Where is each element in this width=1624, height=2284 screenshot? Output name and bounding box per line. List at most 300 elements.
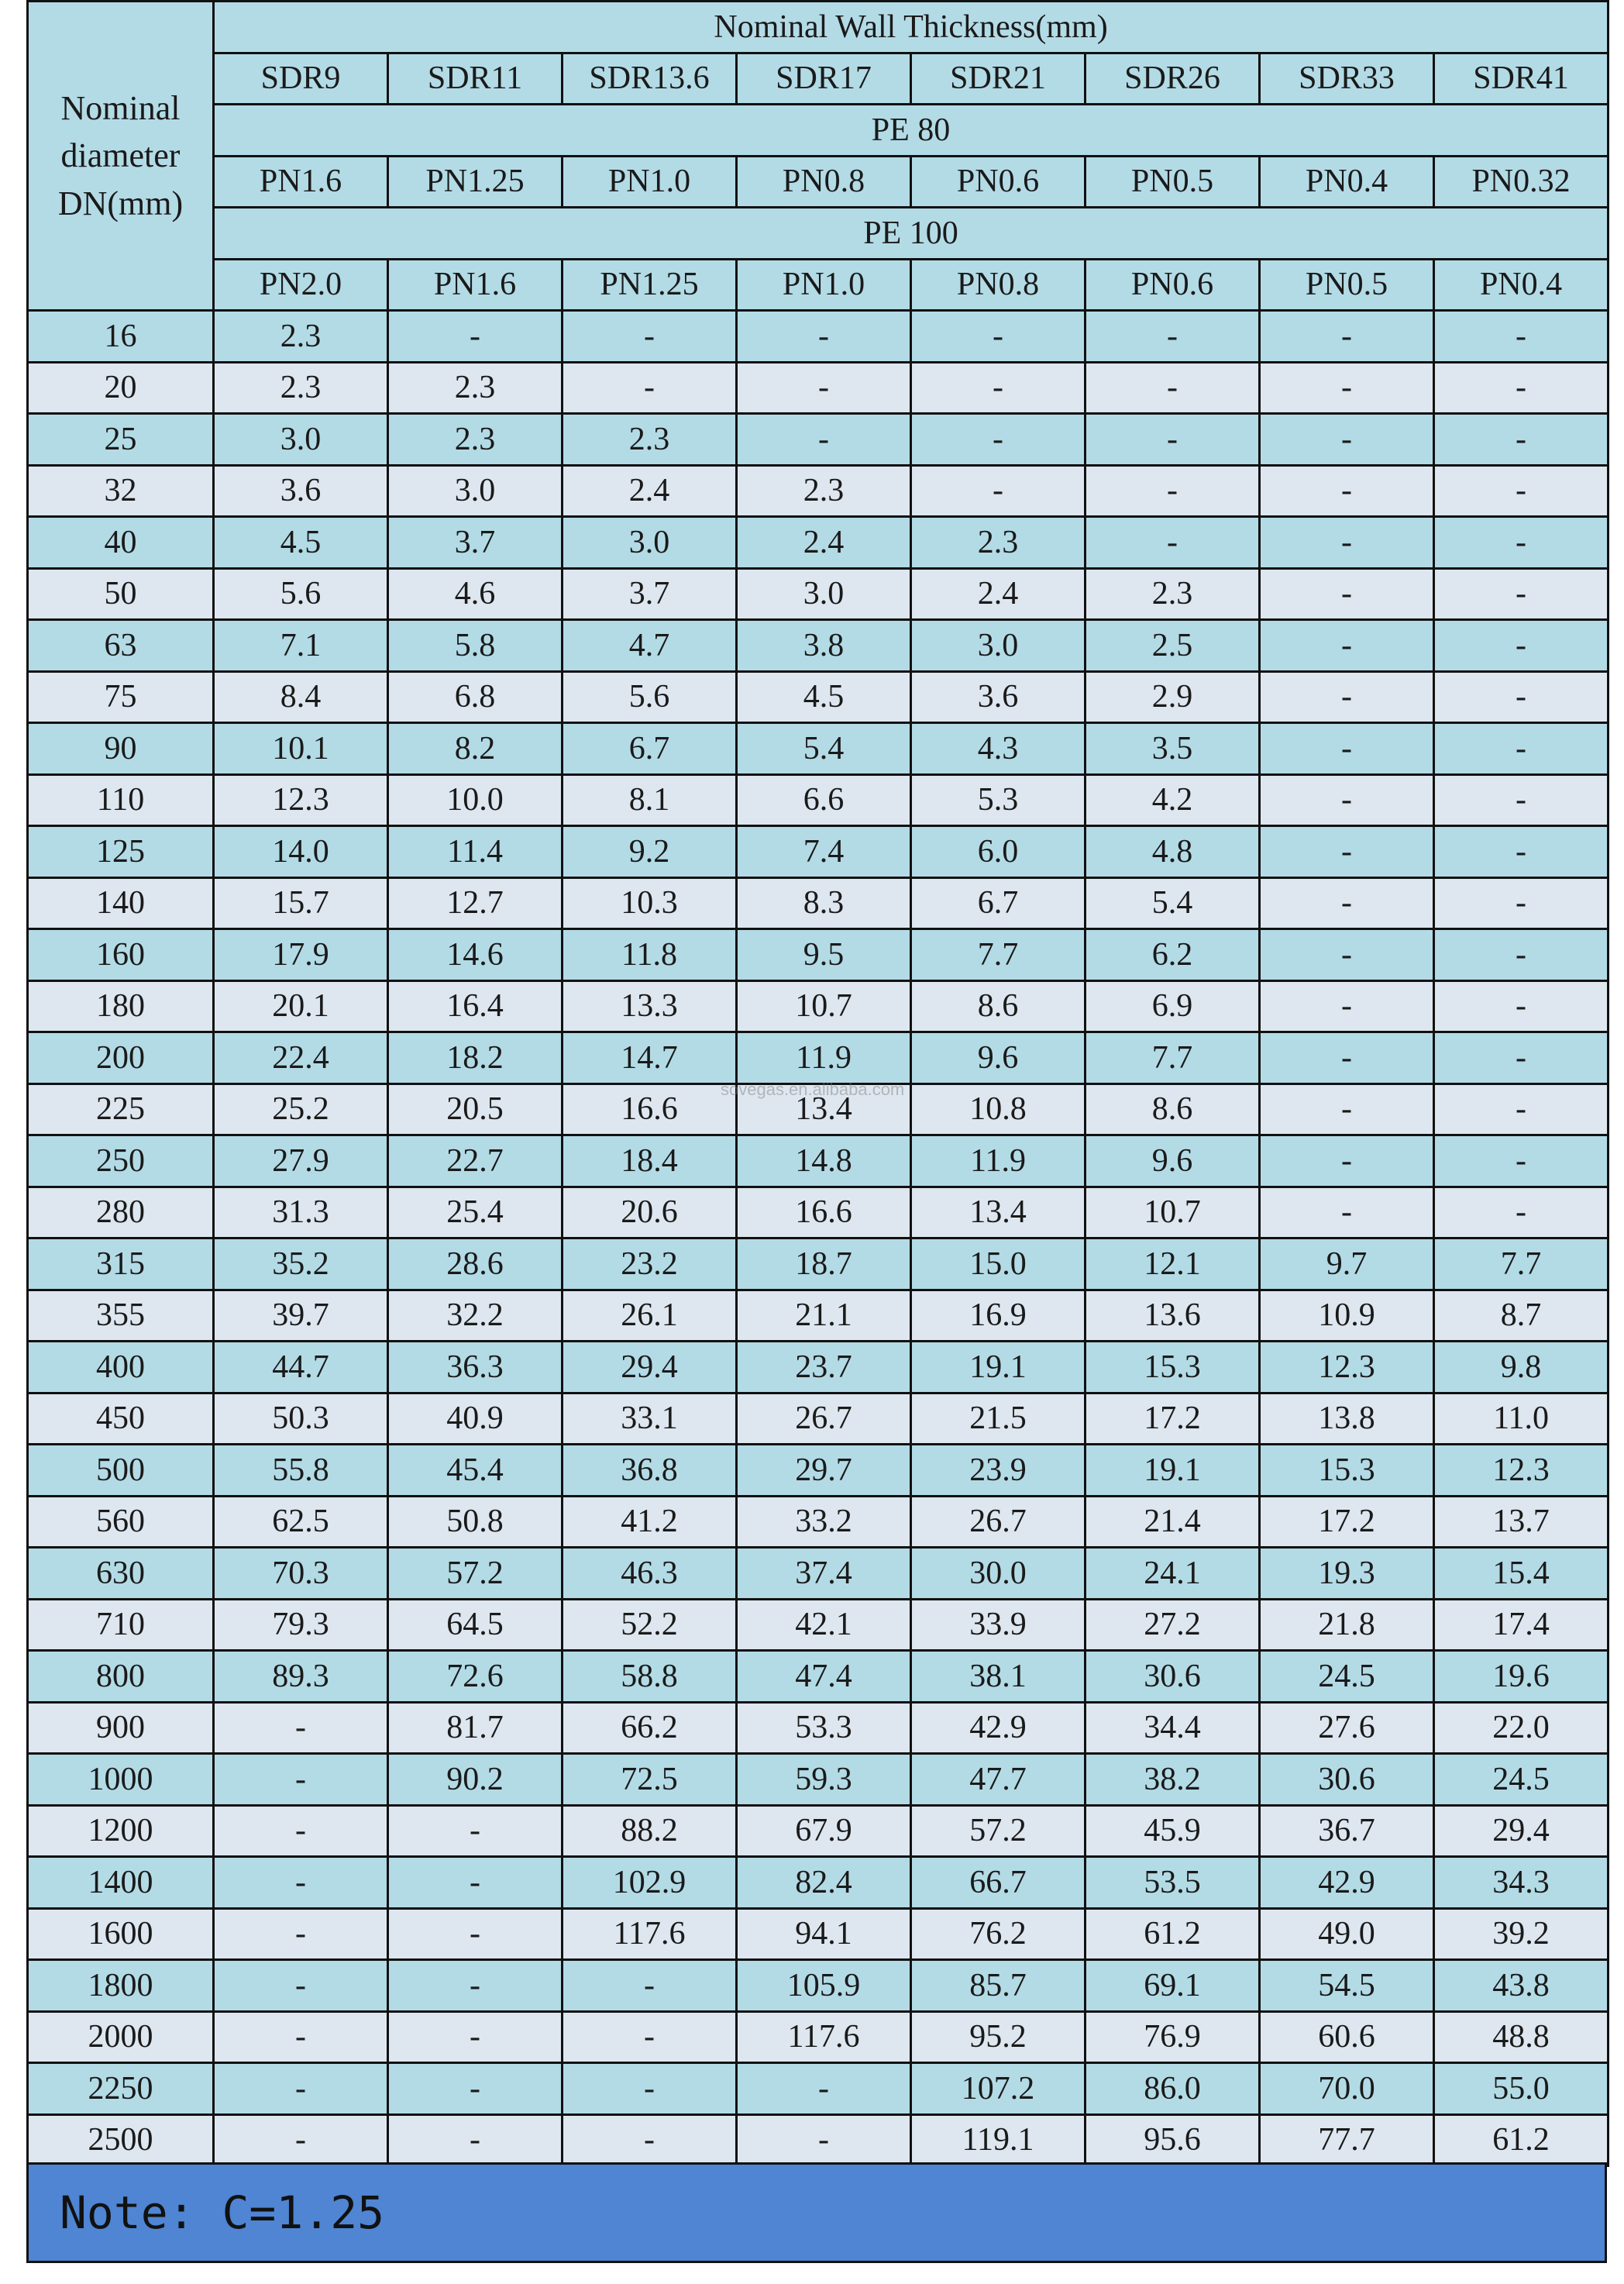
table-row [28, 774, 1609, 826]
pe80-pn-cell: PN0.6 [911, 156, 1086, 208]
table-row [28, 1908, 1609, 1960]
thickness-cell: - [388, 311, 563, 363]
thickness-cell: - [1434, 723, 1609, 775]
thickness-cell: 95.6 [1086, 2114, 1260, 2166]
thickness-cell: 24.1 [1086, 1548, 1260, 1600]
thickness-cell: 6.6 [737, 774, 911, 826]
thickness-cell: - [1086, 465, 1260, 517]
table-row [28, 1857, 1609, 1909]
table-row [28, 2114, 1609, 2166]
thickness-cell: 2.3 [388, 414, 563, 466]
thickness-cell: 33.1 [563, 1393, 737, 1445]
thickness-cell: 18.7 [737, 1238, 911, 1290]
thickness-cell: - [214, 1754, 388, 1806]
thickness-cell: 52.2 [563, 1599, 737, 1651]
thickness-cell: - [1086, 517, 1260, 569]
thickness-cell: - [737, 362, 911, 414]
thickness-cell: 2.3 [563, 414, 737, 466]
thickness-cell: 12.1 [1086, 1238, 1260, 1290]
thickness-cell: - [1260, 929, 1434, 981]
thickness-cell: - [1260, 568, 1434, 620]
diameter-cell: 225 [28, 1083, 214, 1135]
thickness-cell: 50.3 [214, 1393, 388, 1445]
thickness-cell: 13.6 [1086, 1290, 1260, 1342]
pe80-header: PE 80 [214, 105, 1609, 157]
pe100-pn-cell: PN0.6 [1086, 259, 1260, 311]
thickness-cell: 18.2 [388, 1032, 563, 1084]
thickness-cell: - [214, 1908, 388, 1960]
table-row [28, 723, 1609, 775]
thickness-cell: 76.2 [911, 1908, 1086, 1960]
diameter-cell: 1200 [28, 1805, 214, 1857]
thickness-cell: - [563, 2063, 737, 2115]
thickness-cell: 44.7 [214, 1342, 388, 1393]
thickness-cell: - [1434, 671, 1609, 723]
diameter-cell: 140 [28, 877, 214, 929]
thickness-cell: 10.0 [388, 774, 563, 826]
thickness-cell: - [737, 2063, 911, 2115]
pe80-pn-cell: PN0.4 [1260, 156, 1434, 208]
thickness-cell: 45.9 [1086, 1805, 1260, 1857]
thickness-cell: 9.7 [1260, 1238, 1434, 1290]
thickness-cell: 15.7 [214, 877, 388, 929]
thickness-cell: 21.1 [737, 1290, 911, 1342]
thickness-cell: 3.6 [911, 671, 1086, 723]
thickness-cell: 30.6 [1086, 1651, 1260, 1703]
pe100-header: PE 100 [214, 208, 1609, 260]
thickness-cell: 27.2 [1086, 1599, 1260, 1651]
thickness-cell: 16.6 [737, 1187, 911, 1238]
thickness-cell: - [1260, 1032, 1434, 1084]
thickness-cell: 17.4 [1434, 1599, 1609, 1651]
thickness-cell: - [1434, 1032, 1609, 1084]
diameter-cell: 40 [28, 517, 214, 569]
thickness-cell: 2.3 [1086, 568, 1260, 620]
thickness-cell: 2.4 [911, 568, 1086, 620]
thickness-cell: - [214, 2114, 388, 2166]
thickness-cell: 66.7 [911, 1857, 1086, 1909]
thickness-cell: 6.2 [1086, 929, 1260, 981]
pe80-pn-cell: PN0.5 [1086, 156, 1260, 208]
thickness-cell: 4.6 [388, 568, 563, 620]
diameter-cell: 900 [28, 1702, 214, 1754]
thickness-cell: 34.4 [1086, 1702, 1260, 1754]
thickness-cell: - [214, 1857, 388, 1909]
thickness-cell: - [1434, 414, 1609, 466]
thickness-cell: 16.9 [911, 1290, 1086, 1342]
table-row [28, 2011, 1609, 2063]
thickness-cell: 67.9 [737, 1805, 911, 1857]
sdr-header-cell: SDR17 [737, 53, 911, 105]
thickness-cell: 18.4 [563, 1135, 737, 1187]
thickness-cell: 11.4 [388, 826, 563, 878]
thickness-cell: - [563, 311, 737, 363]
diameter-cell: 400 [28, 1342, 214, 1393]
thickness-cell: 43.8 [1434, 1960, 1609, 2012]
thickness-cell: 11.9 [911, 1135, 1086, 1187]
thickness-cell: 21.4 [1086, 1496, 1260, 1548]
table-row [28, 2063, 1609, 2115]
thickness-cell: 5.4 [1086, 877, 1260, 929]
thickness-cell: 26.1 [563, 1290, 737, 1342]
pe100-pn-cell: PN1.25 [563, 259, 737, 311]
thickness-cell: 30.0 [911, 1548, 1086, 1600]
diameter-cell: 20 [28, 362, 214, 414]
thickness-cell: 88.2 [563, 1805, 737, 1857]
thickness-cell: 57.2 [911, 1805, 1086, 1857]
thickness-cell: 7.4 [737, 826, 911, 878]
thickness-cell: 37.4 [737, 1548, 911, 1600]
thickness-cell: - [1086, 414, 1260, 466]
thickness-cell: 4.7 [563, 620, 737, 672]
thickness-cell: 38.1 [911, 1651, 1086, 1703]
thickness-cell: 26.7 [737, 1393, 911, 1445]
thickness-cell: 13.8 [1260, 1393, 1434, 1445]
pe80-pn-cell: PN0.8 [737, 156, 911, 208]
table-row [28, 1187, 1609, 1238]
thickness-cell: 9.2 [563, 826, 737, 878]
thickness-cell: 6.0 [911, 826, 1086, 878]
diameter-cell: 630 [28, 1548, 214, 1600]
thickness-cell: - [214, 1805, 388, 1857]
diameter-cell: 1800 [28, 1960, 214, 2012]
thickness-cell: 38.2 [1086, 1754, 1260, 1806]
thickness-cell: - [388, 2011, 563, 2063]
thickness-cell: 42.1 [737, 1599, 911, 1651]
thickness-cell: 12.3 [1434, 1445, 1609, 1497]
diameter-cell: 355 [28, 1290, 214, 1342]
thickness-cell: 76.9 [1086, 2011, 1260, 2063]
thickness-cell: - [1434, 311, 1609, 363]
thickness-cell: 17.2 [1260, 1496, 1434, 1548]
thickness-cell: - [1260, 311, 1434, 363]
thickness-cell: - [911, 465, 1086, 517]
thickness-cell: 85.7 [911, 1960, 1086, 2012]
thickness-cell: 19.1 [911, 1342, 1086, 1393]
thickness-cell: 36.7 [1260, 1805, 1434, 1857]
note-text: Note: C=1.25 [60, 2186, 385, 2239]
thickness-cell: 9.5 [737, 929, 911, 981]
table-row [28, 465, 1609, 517]
thickness-cell: 10.7 [1086, 1187, 1260, 1238]
table-row [28, 1702, 1609, 1754]
thickness-cell: 4.2 [1086, 774, 1260, 826]
diameter-cell: 180 [28, 980, 214, 1032]
sdr-header-cell: SDR21 [911, 53, 1086, 105]
thickness-cell: 23.7 [737, 1342, 911, 1393]
thickness-cell: - [1434, 826, 1609, 878]
thickness-cell: 10.3 [563, 877, 737, 929]
diameter-cell: 50 [28, 568, 214, 620]
diameter-cell: 1400 [28, 1857, 214, 1909]
diameter-cell: 280 [28, 1187, 214, 1238]
table-row [28, 362, 1609, 414]
thickness-cell: 82.4 [737, 1857, 911, 1909]
thickness-cell: 42.9 [911, 1702, 1086, 1754]
thickness-cell: - [214, 1702, 388, 1754]
thickness-cell: 58.8 [563, 1651, 737, 1703]
diameter-cell: 500 [28, 1445, 214, 1497]
thickness-cell: - [1434, 1083, 1609, 1135]
thickness-cell: 2.4 [563, 465, 737, 517]
thickness-cell: 13.4 [737, 1083, 911, 1135]
sdr-header-cell: SDR33 [1260, 53, 1434, 105]
thickness-cell: 2.3 [737, 465, 911, 517]
thickness-cell: 5.3 [911, 774, 1086, 826]
thickness-cell: 9.6 [1086, 1135, 1260, 1187]
thickness-cell: 9.6 [911, 1032, 1086, 1084]
thickness-cell: 19.3 [1260, 1548, 1434, 1600]
thickness-cell: 61.2 [1434, 2114, 1609, 2166]
thickness-cell: 11.9 [737, 1032, 911, 1084]
table-row [28, 980, 1609, 1032]
thickness-cell: 4.5 [214, 517, 388, 569]
thickness-cell: 14.6 [388, 929, 563, 981]
thickness-cell: 10.8 [911, 1083, 1086, 1135]
thickness-cell: 13.3 [563, 980, 737, 1032]
thickness-cell: 49.0 [1260, 1908, 1434, 1960]
table-row [28, 1238, 1609, 1290]
thickness-cell: 9.8 [1434, 1342, 1609, 1393]
thickness-cell: - [1260, 980, 1434, 1032]
table-row [28, 311, 1609, 363]
note-bar [26, 2162, 1607, 2263]
thickness-cell: - [1260, 362, 1434, 414]
thickness-cell: 89.3 [214, 1651, 388, 1703]
thickness-cell: 16.6 [563, 1083, 737, 1135]
thickness-cell: 14.7 [563, 1032, 737, 1084]
thickness-cell: 15.0 [911, 1238, 1086, 1290]
diameter-cell: 200 [28, 1032, 214, 1084]
thickness-cell: 15.3 [1260, 1445, 1434, 1497]
thickness-cell: 25.2 [214, 1083, 388, 1135]
thickness-cell: - [563, 2114, 737, 2166]
thickness-cell: 5.6 [214, 568, 388, 620]
thickness-cell: 2.4 [737, 517, 911, 569]
thickness-cell: 6.8 [388, 671, 563, 723]
sdr-header-cell: SDR13.6 [563, 53, 737, 105]
thickness-cell: 10.7 [737, 980, 911, 1032]
sdr-header-cell: SDR26 [1086, 53, 1260, 105]
thickness-cell: - [737, 414, 911, 466]
thickness-cell: 19.1 [1086, 1445, 1260, 1497]
thickness-cell: 8.1 [563, 774, 737, 826]
thickness-cell: - [214, 2011, 388, 2063]
nominal-diameter-header: Nominal diameter DN(mm) [28, 2, 214, 311]
diameter-cell: 2250 [28, 2063, 214, 2115]
pe100-pn-cell: PN1.0 [737, 259, 911, 311]
pe80-pn-header-row [28, 156, 1609, 208]
thickness-cell: 17.2 [1086, 1393, 1260, 1445]
thickness-cell: 36.3 [388, 1342, 563, 1393]
thickness-cell: 7.1 [214, 620, 388, 672]
thickness-cell: 95.2 [911, 2011, 1086, 2063]
thickness-cell: 2.3 [911, 517, 1086, 569]
thickness-cell: 70.0 [1260, 2063, 1434, 2115]
diameter-cell: 315 [28, 1238, 214, 1290]
thickness-cell: 72.6 [388, 1651, 563, 1703]
thickness-cell: 64.5 [388, 1599, 563, 1651]
pe80-pn-cell: PN1.25 [388, 156, 563, 208]
thickness-cell: - [388, 1857, 563, 1909]
thickness-cell: 26.7 [911, 1496, 1086, 1548]
thickness-cell: 23.9 [911, 1445, 1086, 1497]
table-row [28, 1393, 1609, 1445]
table-row [28, 1496, 1609, 1548]
thickness-cell: 29.4 [1434, 1805, 1609, 1857]
thickness-cell: 69.1 [1086, 1960, 1260, 2012]
table-body [28, 311, 1609, 2166]
thickness-cell: - [1434, 517, 1609, 569]
thickness-cell: 24.5 [1260, 1651, 1434, 1703]
thickness-cell: 47.7 [911, 1754, 1086, 1806]
thickness-cell: - [1260, 723, 1434, 775]
thickness-cell: 27.6 [1260, 1702, 1434, 1754]
thickness-cell: 2.9 [1086, 671, 1260, 723]
thickness-cell: 5.8 [388, 620, 563, 672]
thickness-cell: 45.4 [388, 1445, 563, 1497]
table-row [28, 671, 1609, 723]
wall-thickness-header: Nominal Wall Thickness(mm) [214, 2, 1609, 53]
thickness-cell: 34.3 [1434, 1857, 1609, 1909]
pe100-pn-header-row [28, 259, 1609, 311]
thickness-cell: 2.3 [214, 311, 388, 363]
thickness-cell: - [911, 414, 1086, 466]
thickness-cell: 62.5 [214, 1496, 388, 1548]
thickness-cell: - [1260, 826, 1434, 878]
pe100-pn-cell: PN0.8 [911, 259, 1086, 311]
diameter-cell: 160 [28, 929, 214, 981]
thickness-cell: - [1260, 517, 1434, 569]
thickness-cell: 12.3 [1260, 1342, 1434, 1393]
thickness-cell: 86.0 [1086, 2063, 1260, 2115]
table-row [28, 1342, 1609, 1393]
thickness-cell: 3.0 [737, 568, 911, 620]
table-row [28, 414, 1609, 466]
table-row [28, 1960, 1609, 2012]
thickness-cell: - [1260, 774, 1434, 826]
thickness-cell: 36.8 [563, 1445, 737, 1497]
thickness-cell: 8.4 [214, 671, 388, 723]
table-row [28, 1290, 1609, 1342]
sdr-header-cell: SDR11 [388, 53, 563, 105]
thickness-cell: 7.7 [1434, 1238, 1609, 1290]
thickness-cell: 19.6 [1434, 1651, 1609, 1703]
thickness-cell: - [1260, 1083, 1434, 1135]
diameter-cell: 800 [28, 1651, 214, 1703]
table-row [28, 1754, 1609, 1806]
thickness-cell: 15.3 [1086, 1342, 1260, 1393]
thickness-cell: 70.3 [214, 1548, 388, 1600]
diameter-cell: 25 [28, 414, 214, 466]
diameter-cell: 32 [28, 465, 214, 517]
thickness-cell: - [1260, 465, 1434, 517]
thickness-cell: 15.4 [1434, 1548, 1609, 1600]
diameter-cell: 2000 [28, 2011, 214, 2063]
thickness-cell: 33.2 [737, 1496, 911, 1548]
thickness-cell: 12.3 [214, 774, 388, 826]
thickness-cell: 107.2 [911, 2063, 1086, 2115]
thickness-cell: 23.2 [563, 1238, 737, 1290]
table-row [28, 1445, 1609, 1497]
thickness-cell: 35.2 [214, 1238, 388, 1290]
table-row [28, 568, 1609, 620]
thickness-cell: 8.3 [737, 877, 911, 929]
thickness-cell: 94.1 [737, 1908, 911, 1960]
pe80-pn-cell: PN0.32 [1434, 156, 1609, 208]
thickness-cell: 7.7 [911, 929, 1086, 981]
thickness-cell: 28.6 [388, 1238, 563, 1290]
thickness-cell: 20.1 [214, 980, 388, 1032]
thickness-cell: 21.8 [1260, 1599, 1434, 1651]
thickness-cell: - [563, 1960, 737, 2012]
thickness-cell: - [563, 362, 737, 414]
thickness-cell: - [1260, 414, 1434, 466]
thickness-cell: 13.4 [911, 1187, 1086, 1238]
thickness-cell: - [388, 1805, 563, 1857]
diameter-cell: 2500 [28, 2114, 214, 2166]
thickness-cell: 30.6 [1260, 1754, 1434, 1806]
thickness-cell: - [911, 311, 1086, 363]
thickness-cell: - [1086, 311, 1260, 363]
thickness-cell: 2.5 [1086, 620, 1260, 672]
thickness-cell: - [1434, 929, 1609, 981]
thickness-cell: 6.7 [911, 877, 1086, 929]
diameter-cell: 63 [28, 620, 214, 672]
thickness-cell: 8.7 [1434, 1290, 1609, 1342]
diameter-cell: 125 [28, 826, 214, 878]
thickness-cell: 7.7 [1086, 1032, 1260, 1084]
thickness-cell: 105.9 [737, 1960, 911, 2012]
thickness-cell: - [388, 2114, 563, 2166]
thickness-cell: - [1086, 362, 1260, 414]
thickness-cell: 14.8 [737, 1135, 911, 1187]
pe80-pn-cell: PN1.6 [214, 156, 388, 208]
thickness-cell: 61.2 [1086, 1908, 1260, 1960]
thickness-cell: 16.4 [388, 980, 563, 1032]
thickness-cell: 32.2 [388, 1290, 563, 1342]
thickness-cell: 117.6 [563, 1908, 737, 1960]
thickness-cell: 3.0 [911, 620, 1086, 672]
thickness-cell: 3.0 [388, 465, 563, 517]
thickness-cell: 21.5 [911, 1393, 1086, 1445]
thickness-cell: 4.5 [737, 671, 911, 723]
thickness-cell: - [1434, 980, 1609, 1032]
thickness-cell: 10.9 [1260, 1290, 1434, 1342]
diameter-cell: 16 [28, 311, 214, 363]
thickness-cell: 72.5 [563, 1754, 737, 1806]
thickness-cell: - [1434, 620, 1609, 672]
thickness-cell: - [737, 2114, 911, 2166]
thickness-cell: 3.0 [214, 414, 388, 466]
thickness-cell: 77.7 [1260, 2114, 1434, 2166]
thickness-cell: 31.3 [214, 1187, 388, 1238]
thickness-cell: 50.8 [388, 1496, 563, 1548]
thickness-cell: - [214, 1960, 388, 2012]
thickness-cell: 48.8 [1434, 2011, 1609, 2063]
thickness-cell: 46.3 [563, 1548, 737, 1600]
thickness-cell: 12.7 [388, 877, 563, 929]
thickness-cell: 14.0 [214, 826, 388, 878]
table-row [28, 929, 1609, 981]
thickness-cell: 10.1 [214, 723, 388, 775]
diameter-cell: 90 [28, 723, 214, 775]
thickness-cell: 42.9 [1260, 1857, 1434, 1909]
diameter-cell: 250 [28, 1135, 214, 1187]
thickness-cell: 117.6 [737, 2011, 911, 2063]
thickness-cell: - [737, 311, 911, 363]
thickness-cell: 60.6 [1260, 2011, 1434, 2063]
